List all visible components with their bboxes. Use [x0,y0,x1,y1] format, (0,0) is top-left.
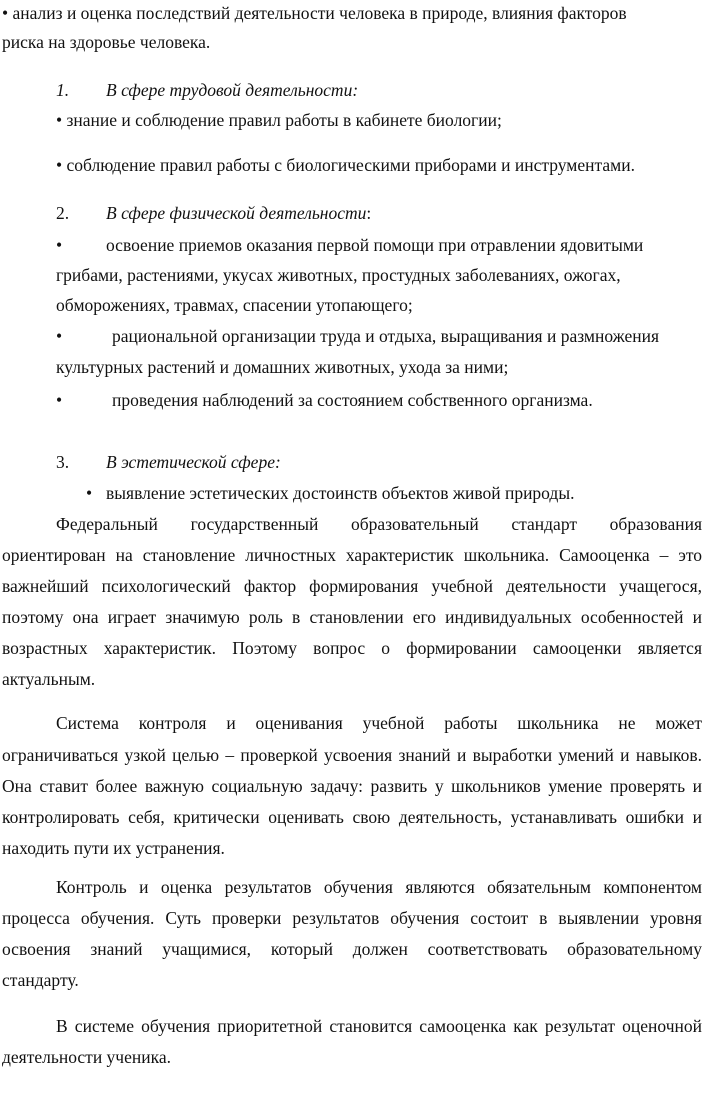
paragraph-1-line-1: Федеральный государственный образовательный стандарт образования [56,514,702,534]
section-2-bullet-1-line-2: грибами, растениями, укусах животных, простудных заболеваниях, ожогах, [56,265,621,285]
section-1-title: В сфере трудовой деятельности: [106,80,359,100]
paragraph-2-line-5: находить пути их устранения. [2,838,225,858]
paragraph-1-line-4: поэтому она играет значимую роль в становлении его индивидуальных особенностей и [2,607,702,627]
paragraph-1-line-6: актуальным. [2,669,96,689]
section-3-number: 3. [56,452,70,472]
bullet-marker: • [86,483,93,503]
paragraph-4-line-2: деятельности ученика. [2,1047,171,1067]
paragraph-1-line-2: ориентирован на становление личностных характеристик школьника. Самооценка – это [2,545,702,565]
section-2-bullet-1-line-3: обморожениях, травмах, спасении утопающего; [56,295,413,315]
section-2-number: 2. [56,203,70,223]
paragraph-2-line-3: Она ставит более важную социальную задачу: развить у школьников умение проверять и [2,776,702,796]
paragraph-1-line-5: возрастных характеристик. Поэтому вопрос о формировании самооценки является [2,638,702,658]
paragraph-4-line-1: В системе обучения приоритетной становится самооценка как результат оценочной [56,1016,702,1036]
section-1-bullet-2: • соблюдение правил работы с биологическими приборами и инструментами. [56,155,635,175]
section-2-bullet-2-line-1: рациональной организации труда и отдыха, выращивания и размножения [112,326,660,346]
paragraph-1-line-3: важнейший психологический фактор формирования учебной деятельности учащегося, [2,576,702,596]
paragraph-3-line-4: стандарту. [2,970,79,990]
bullet-marker: • [56,326,63,346]
section-1-number: 1. [56,80,70,100]
paragraph-3-line-1: Контроль и оценка результатов обучения являются обязательным компонентом [56,877,702,897]
paragraph-2-line-4: контролировать себя, критически оценивать свою деятельность, устанавливать ошибки и [2,807,702,827]
paragraph-2-line-2: ограничиваться узкой целью – проверкой усвоения знаний и выработки умений и навыков. [2,745,702,765]
section-2-bullet-1-line-1: освоение приемов оказания первой помощи при отравлении ядовитыми [106,235,644,255]
intro-line-1: • анализ и оценка последствий деятельности человека в природе, влияния факторов [2,3,627,23]
section-2-bullet-2-line-2: культурных растений и домашних животных, ухода за ними; [56,357,509,377]
paragraph-3-line-2: процесса обучения. Суть проверки результатов обучения состоит в выявлении уровня [2,908,702,928]
bullet-marker: • [56,235,63,255]
section-3-title: В эстетической сфере: [106,452,281,472]
intro-line-2: риска на здоровье человека. [2,32,211,52]
bullet-marker: • [56,390,63,410]
section-2-bullet-3-line-1: проведения наблюдений за состоянием собственного организма. [112,390,593,410]
section-2-colon: : [366,203,372,223]
section-1-bullet-1: • знание и соблюдение правил работы в кабинете биологии; [56,110,502,130]
section-2-title: В сфере физической деятельности [106,203,367,223]
paragraph-2-line-1: Система контроля и оценивания учебной работы школьника не может [56,713,702,733]
section-3-bullet-1-text: выявление эстетических достоинств объектов живой природы. [106,483,575,503]
paragraph-3-line-3: освоения знаний учащимися, который должен соответствовать образовательному [2,939,702,959]
